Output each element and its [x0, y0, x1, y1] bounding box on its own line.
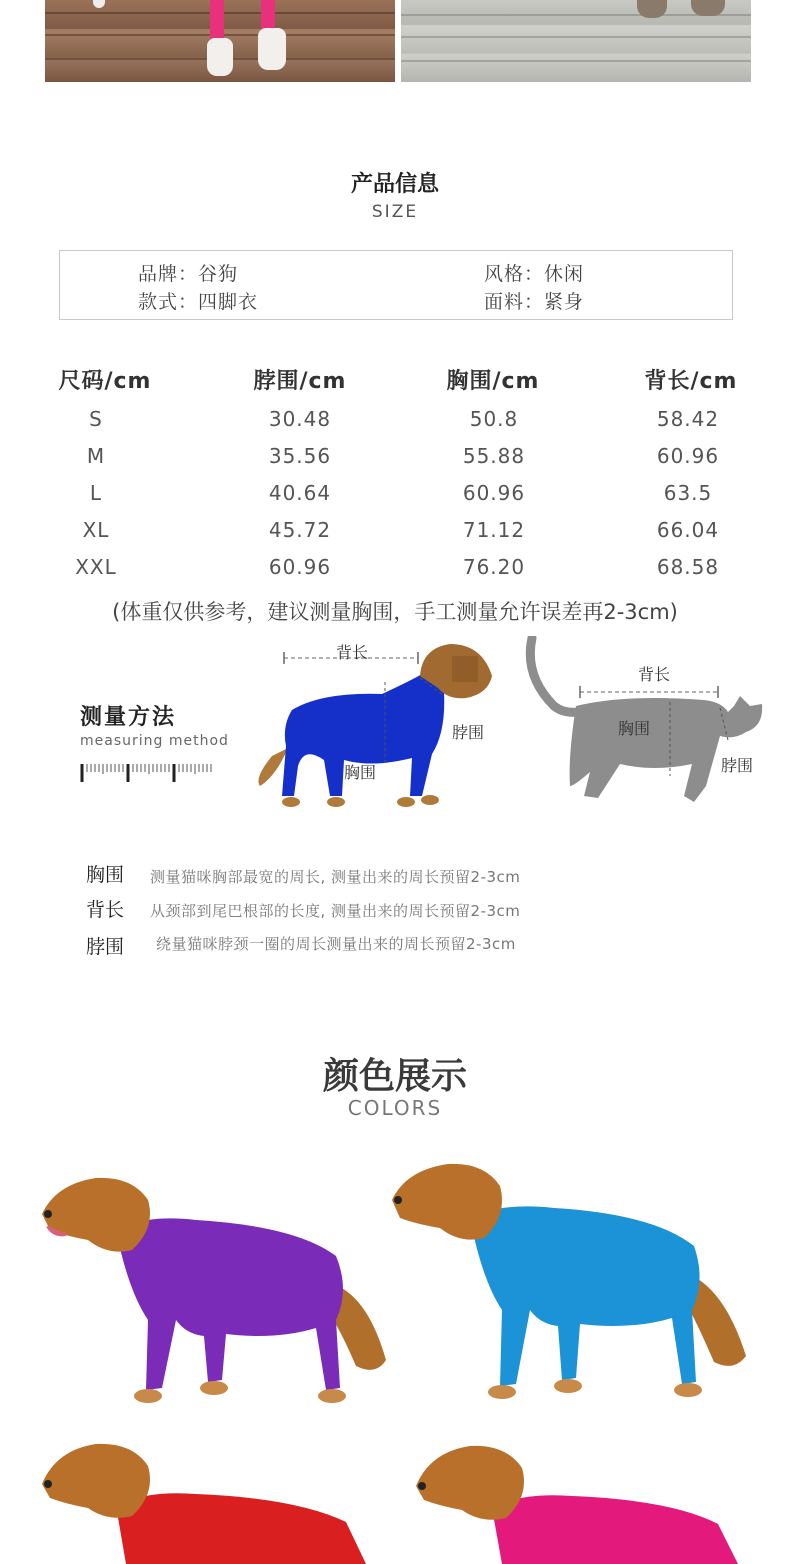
measure-subtitle: measuring method — [80, 733, 229, 749]
dog-red-photo — [36, 1436, 376, 1564]
pink-leg — [261, 0, 275, 30]
header-size: 尺码/cm — [58, 369, 152, 394]
cell-neck: 60.96 — [268, 555, 332, 579]
dog-paw — [93, 0, 105, 8]
colors-title: 颜色展示 — [322, 1056, 467, 1097]
dog-paw — [207, 38, 233, 76]
cell-chest: 55.88 — [462, 444, 526, 468]
product-info-subtitle: SIZE — [371, 202, 419, 222]
type-field: 款式：四脚衣 — [138, 291, 259, 313]
brand-field: 品牌：谷狗 — [138, 263, 239, 285]
header-back: 背长/cm — [644, 369, 738, 394]
cell-size: XL — [82, 518, 110, 542]
dog-paw — [691, 0, 725, 16]
dog-chest-label: 胸围 — [344, 763, 377, 782]
fabric-field: 面料：紧身 — [484, 291, 585, 313]
colors-subtitle: COLORS — [347, 1096, 443, 1120]
cell-back: 68.58 — [656, 555, 720, 579]
measure-title: 测量方法 — [80, 705, 177, 730]
dog-neck-label: 脖围 — [452, 723, 485, 742]
cell-chest: 60.96 — [462, 481, 526, 505]
definition-term: 胸围 — [86, 864, 125, 886]
definition-text: 绕量猫咪脖颈一圈的周长测量出来的周长预留2-3cm — [156, 935, 516, 953]
definition-chest — [86, 860, 124, 887]
cell-neck: 35.56 — [268, 444, 332, 468]
cell-back: 58.42 — [656, 407, 720, 431]
cell-back: 60.96 — [656, 444, 720, 468]
cat-back-label: 背长 — [638, 665, 671, 684]
definition-text: 测量猫咪胸部最宽的周长, 测量出来的周长预留2-3cm — [150, 868, 521, 886]
top-photo-left — [45, 0, 395, 82]
ruler-icon — [80, 760, 220, 786]
dog-purple-photo — [36, 1170, 396, 1426]
dog-paw — [258, 28, 286, 70]
pink-leg — [210, 0, 224, 40]
definition-text: 从颈部到尾巴根部的长度, 测量出来的周长预留2-3cm — [150, 902, 521, 920]
header-neck: 脖围/cm — [253, 369, 347, 394]
dog-blue-photo — [384, 1156, 754, 1420]
cell-back: 63.5 — [663, 481, 713, 505]
cell-size: L — [89, 481, 103, 505]
cat-neck-label: 脖围 — [721, 756, 754, 775]
definition-back — [86, 895, 124, 922]
definition-term: 脖围 — [86, 936, 125, 958]
cell-neck: 30.48 — [268, 407, 332, 431]
cell-neck: 45.72 — [268, 518, 332, 542]
cell-chest: 76.20 — [462, 555, 526, 579]
product-info-box — [59, 250, 733, 320]
header-chest: 胸围/cm — [446, 369, 540, 394]
cell-chest: 50.8 — [469, 407, 519, 431]
cell-chest: 71.12 — [462, 518, 526, 542]
cat-chest-label: 胸围 — [618, 719, 651, 738]
dog-paw — [637, 0, 667, 18]
top-photo-right — [401, 0, 751, 82]
cell-size: XXL — [75, 555, 117, 579]
dog-pink-photo — [408, 1440, 748, 1564]
cell-neck: 40.64 — [268, 481, 332, 505]
product-info-title: 产品信息 — [350, 172, 439, 197]
definition-neck — [86, 932, 124, 959]
dog-back-label: 背长 — [336, 643, 369, 662]
definition-term: 背长 — [86, 899, 125, 921]
cell-back: 66.04 — [656, 518, 720, 542]
style-field: 风格：休闲 — [484, 263, 585, 285]
size-note: (体重仅供参考，建议测量胸围，手工测量允许误差再2-3cm) — [112, 600, 678, 624]
cell-size: M — [86, 444, 106, 468]
cell-size: S — [89, 407, 103, 431]
